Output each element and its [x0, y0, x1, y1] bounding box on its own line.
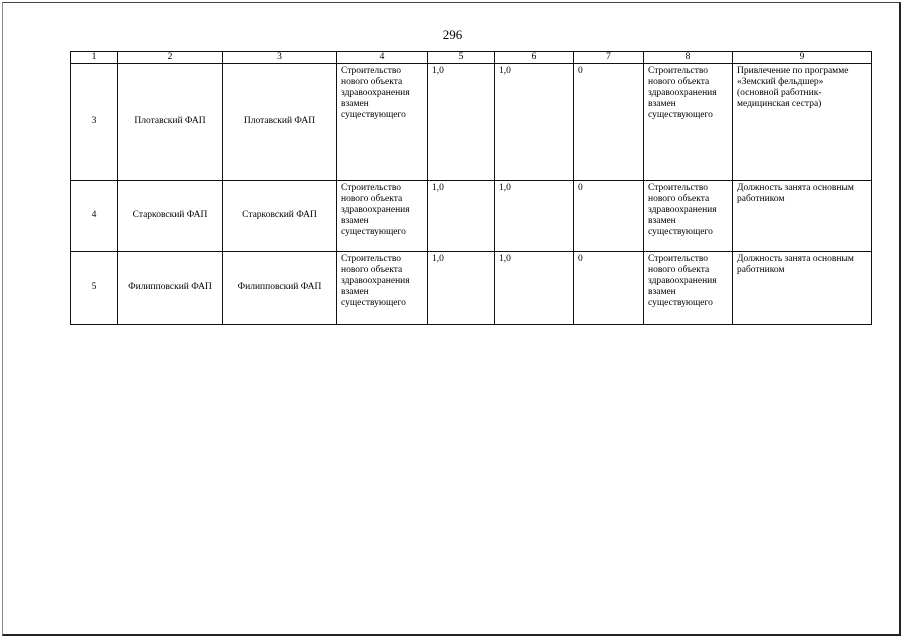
value-cell: 0: [574, 251, 644, 324]
action-cell: Строительство нового объекта здравоохранения взамен существующего: [337, 63, 428, 180]
column-header: 7: [574, 52, 644, 64]
facility-name-cell: Филипповский ФАП: [223, 251, 337, 324]
facility-name-cell: Филипповский ФАП: [118, 251, 223, 324]
column-header: 8: [644, 52, 733, 64]
row-number-cell: 3: [71, 63, 118, 180]
note-cell: Должность занята основным работником: [733, 251, 872, 324]
page-number: 296: [442, 27, 463, 42]
facility-name-cell: Старковский ФАП: [118, 180, 223, 251]
row-number-cell: 4: [71, 180, 118, 251]
value-cell: 1,0: [428, 63, 495, 180]
column-header: 9: [733, 52, 872, 64]
value-cell: 1,0: [495, 63, 574, 180]
column-header: 3: [223, 52, 337, 64]
action-cell: Строительство нового объекта здравоохранения взамен существующего: [644, 180, 733, 251]
column-header: 6: [495, 52, 574, 64]
column-header: 4: [337, 52, 428, 64]
value-cell: 1,0: [495, 251, 574, 324]
facility-name-cell: Старковский ФАП: [223, 180, 337, 251]
data-table: [70, 51, 872, 325]
facility-name-cell: Плотавский ФАП: [118, 63, 223, 180]
value-cell: 0: [574, 180, 644, 251]
header-row: [71, 52, 872, 64]
column-header: 5: [428, 52, 495, 64]
action-cell: Строительство нового объекта здравоохранения взамен существующего: [337, 180, 428, 251]
facility-name-cell: Плотавский ФАП: [223, 63, 337, 180]
column-header: 2: [118, 52, 223, 64]
row-number-cell: 5: [71, 251, 118, 324]
value-cell: 0: [574, 63, 644, 180]
table-row: [71, 251, 872, 324]
action-cell: Строительство нового объекта здравоохранения взамен существующего: [644, 251, 733, 324]
note-cell: Привлечение по программе «Земский фельдшер» (основной работник- медицинская сестра): [733, 63, 872, 180]
action-cell: Строительство нового объекта здравоохранения взамен существующего: [337, 251, 428, 324]
value-cell: 1,0: [495, 180, 574, 251]
note-cell: Должность занята основным работником: [733, 180, 872, 251]
table-row: [71, 180, 872, 251]
action-cell: Строительство нового объекта здравоохранения взамен существующего: [644, 63, 733, 180]
column-header: 1: [71, 52, 118, 64]
value-cell: 1,0: [428, 180, 495, 251]
table-row: [71, 63, 872, 180]
value-cell: 1,0: [428, 251, 495, 324]
